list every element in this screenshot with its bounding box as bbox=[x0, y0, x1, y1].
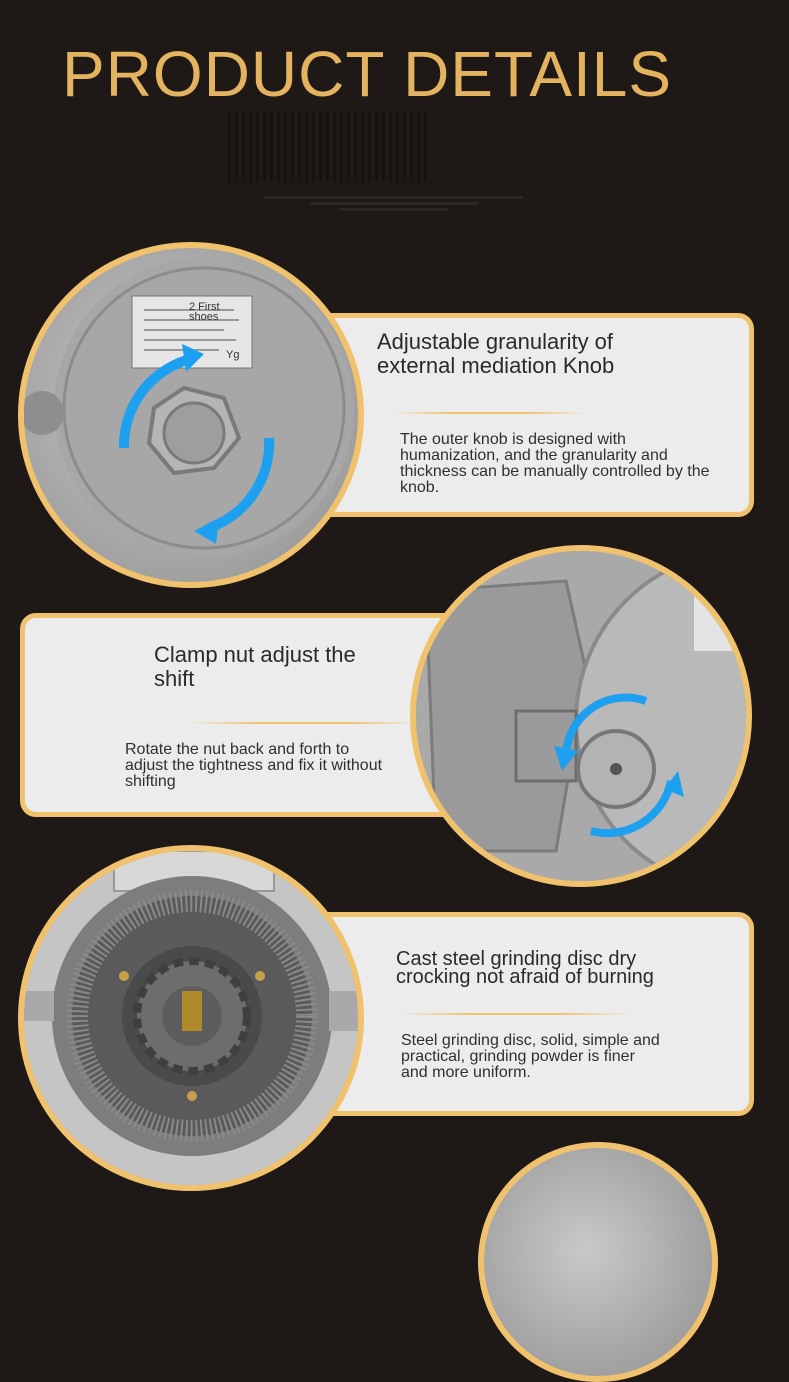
feature-description-2: Rotate the nut back and forth to adjust the tightness and fix it without shifting bbox=[125, 741, 383, 790]
decorative-watermark bbox=[228, 112, 428, 182]
feature-title-1: Adjustable granularity of external mediation Knob bbox=[377, 329, 615, 378]
plate-label: 2 First bbox=[189, 301, 220, 313]
title-divider bbox=[400, 1013, 630, 1015]
decorative-line bbox=[310, 202, 478, 205]
grinding-disc-illustration bbox=[24, 851, 358, 1185]
next-photo-icon bbox=[478, 1142, 718, 1382]
plate-label: Yg bbox=[226, 349, 240, 361]
plate-label: shoes bbox=[189, 311, 219, 323]
decorative-line bbox=[265, 196, 523, 199]
decorative-line bbox=[340, 208, 448, 211]
grinder-knob-photo-icon bbox=[18, 242, 364, 588]
clamp-nut-photo-icon bbox=[410, 545, 752, 887]
feature-description-3: Steel grinding disc, solid, simple and practical, grinding powder is finer and more uniform. bbox=[401, 1032, 660, 1081]
grinding-disc-photo-icon bbox=[18, 845, 364, 1191]
knob-illustration bbox=[24, 248, 358, 582]
title-divider bbox=[190, 722, 420, 724]
clamp-illustration bbox=[416, 551, 746, 881]
page-title: PRODUCT DETAILS bbox=[62, 38, 673, 110]
feature-title-3: Cast steel grinding disc dry crocking not afraid of burning bbox=[396, 948, 654, 988]
feature-description-1: The outer knob is designed with humanization, and the granularity and thickness can be manually controlled by the knob. bbox=[400, 431, 710, 496]
feature-title-2: Clamp nut adjust the shift bbox=[154, 642, 356, 691]
title-divider bbox=[395, 412, 585, 414]
